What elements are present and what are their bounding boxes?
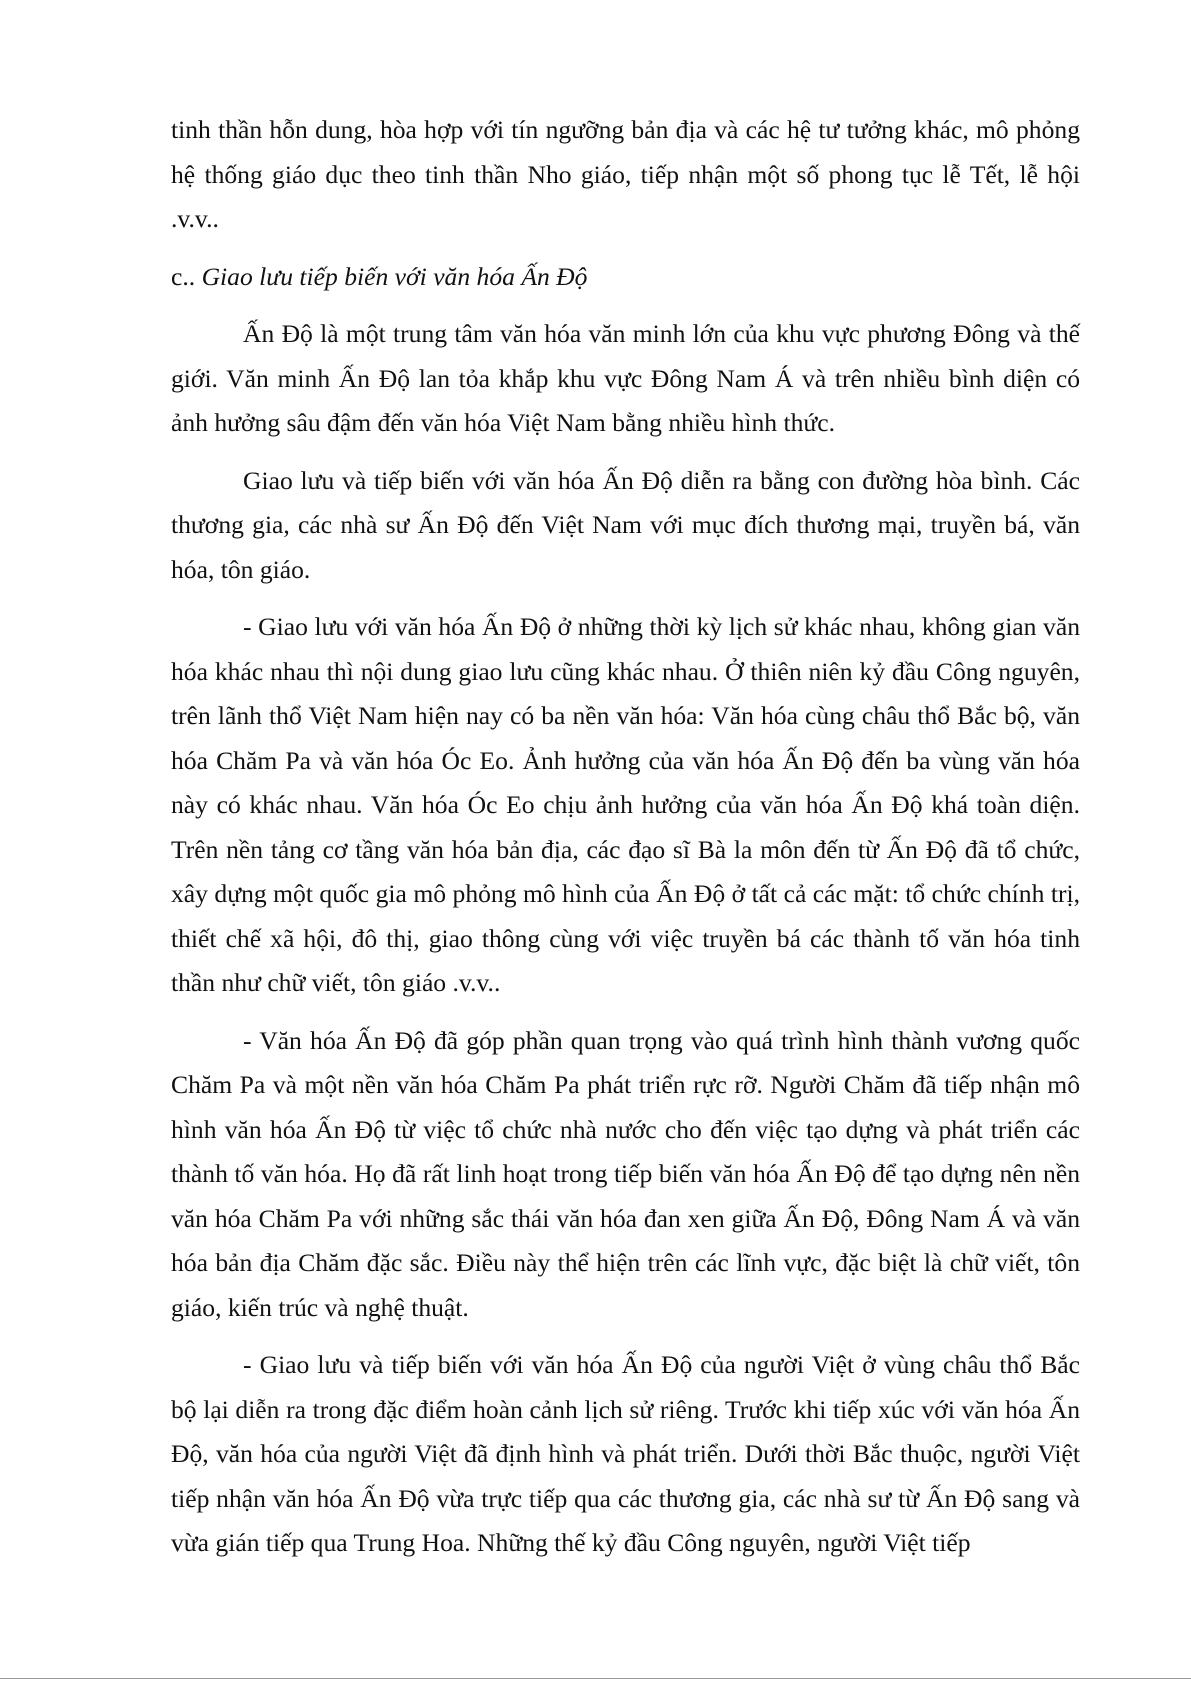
- section-heading: [171, 255, 1080, 300]
- paragraph-india-intro: Ấn Độ là một trung tâm văn hóa văn minh lớn của khu vực phương Đông và thế giới. Văn minh Ấn Độ lan tỏa khắp khu vực Đông Nam Á và trên nhiều bình diện có ảnh hưởng sâu đậm đến văn hóa Việt Nam bằng nhiều hình thức.: [171, 319, 1080, 437]
- paragraph-three-cultures: - Giao lưu với văn hóa Ấn Độ ở những thời kỳ lịch sử khác nhau, không gian văn hóa khác nhau thì nội dung giao lưu cũng khác nhau. Ở thiên niên kỷ đầu Công nguyên, trên lãnh thổ Việt Nam hiện nay có ba nền văn hóa: Văn hóa cùng châu thổ Bắc bộ, văn hóa Chăm Pa và văn hóa Óc Eo. Ảnh hưởng của văn hóa Ấn Độ đến ba vùng văn hóa này có khác nhau. Văn hóa Óc Eo chịu ảnh hưởng của văn hóa Ấn Độ khá toàn diện. Trên nền tảng cơ tầng văn hóa bản địa, các đạo sĩ Bà la môn đến từ Ấn Độ đã tổ chức, xây dựng một quốc gia mô phỏng mô hình của Ấn Độ ở tất cả các mặt: tổ chức chính trị, thiết chế xã hội, đô thị, giao thông cùng với việc truyền bá các thành tố văn hóa tinh thần như chữ viết, tôn giáo .v.v..: [171, 612, 1080, 997]
- document-page: [171, 108, 1080, 1579]
- section-heading-prefix: c..: [171, 261, 196, 291]
- page-bottom-edge: [0, 1678, 1191, 1679]
- paragraph-champa: - Văn hóa Ấn Độ đã góp phần quan trọng vào quá trình hình thành vương quốc Chăm Pa và một nền văn hóa Chăm Pa phát triển rực rỡ. Người Chăm đã tiếp nhận mô hình văn hóa Ấn Độ từ việc tổ chức nhà nước cho đến việc tạo dựng và phát triển các thành tố văn hóa. Họ đã rất linh hoạt trong tiếp biến văn hóa Ấn Độ để tạo dựng nên nền văn hóa Chăm Pa với những sắc thái văn hóa đan xen giữa Ấn Độ, Đông Nam Á và văn hóa bản địa Chăm đặc sắc. Điều này thể hiện trên các lĩnh vực, đặc biệt là chữ viết, tôn giáo, kiến trúc và nghệ thuật.: [171, 1025, 1080, 1322]
- paragraph-continuation: tinh thần hỗn dung, hòa hợp với tín ngưỡng bản địa và các hệ tư tưởng khác, mô phỏng hệ thống giáo dục theo tinh thần Nho giáo, tiếp nhận một số phong tục lễ Tết, lễ hội .v.v..: [171, 115, 1080, 233]
- section-heading-title: Giao lưu tiếp biến với văn hóa Ấn Độ: [201, 261, 588, 291]
- paragraph-peaceful-exchange: Giao lưu và tiếp biến với văn hóa Ấn Độ diễn ra bằng con đường hòa bình. Các thương gia, các nhà sư Ấn Độ đến Việt Nam với mục đích thương mại, truyền bá, văn hóa, tôn giáo.: [171, 465, 1080, 584]
- paragraph-northern-delta: - Giao lưu và tiếp biến với văn hóa Ấn Độ của người Việt ở vùng châu thổ Bắc bộ lại diễn ra trong đặc điểm hoàn cảnh lịch sử riêng. Trước khi tiếp xúc với văn hóa Ấn Độ, văn hóa của người Việt đã định hình và phát triển. Dưới thời Bắc thuộc, người Việt tiếp nhận văn hóa Ấn Độ vừa trực tiếp qua các thương gia, các nhà sư từ Ấn Độ sang và vừa gián tiếp qua Trung Hoa. Những thế kỷ đầu Công nguyên, người Việt tiếp: [171, 1350, 1080, 1557]
